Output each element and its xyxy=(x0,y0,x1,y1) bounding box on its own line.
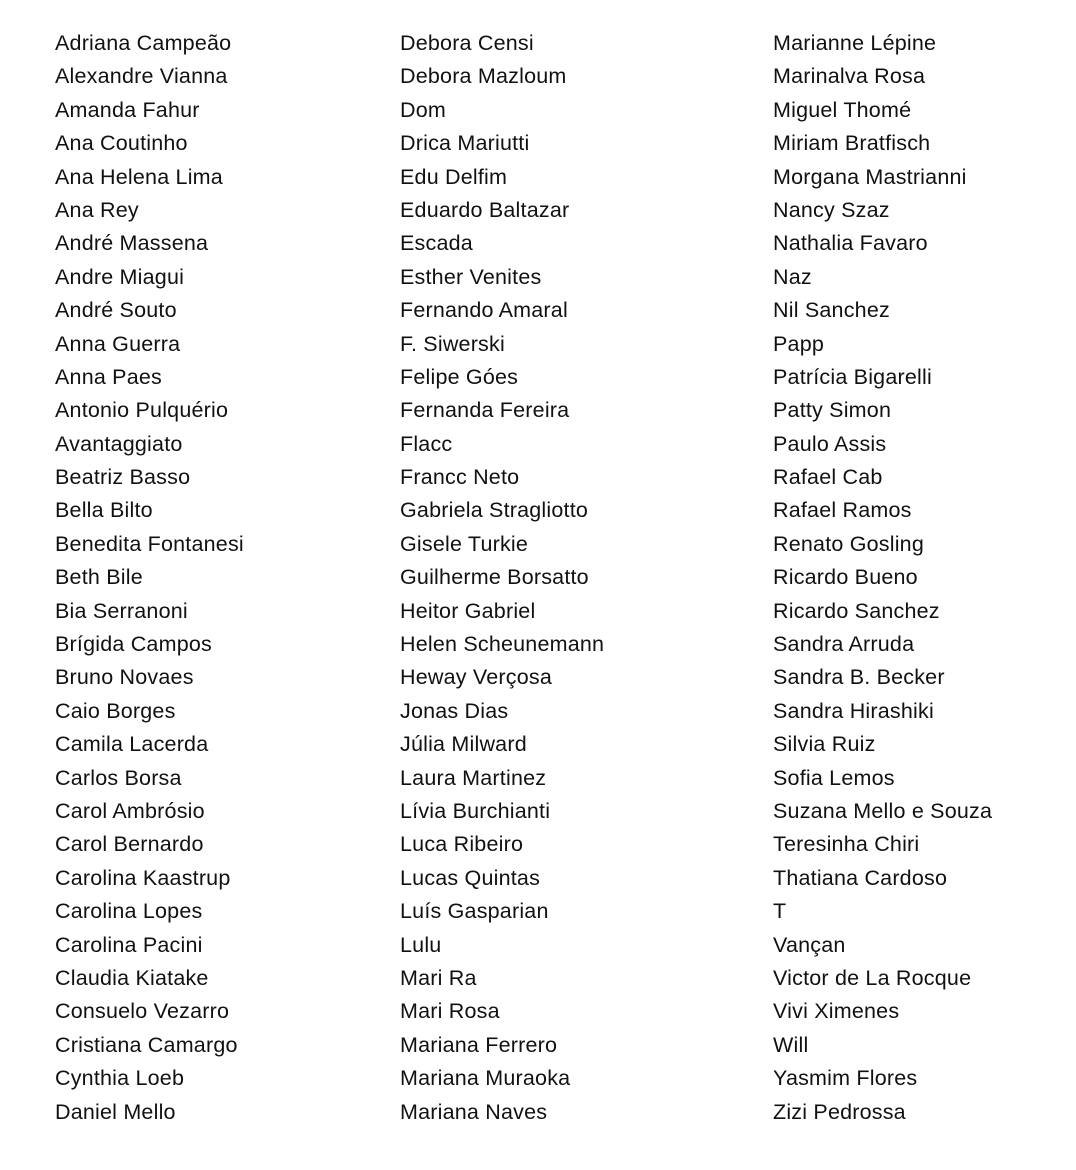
list-item: Caio Borges xyxy=(55,698,176,723)
list-item: Eduardo Baltazar xyxy=(400,197,570,222)
list-item: Carlos Borsa xyxy=(55,765,182,790)
list-item: Daniel Mello xyxy=(55,1099,176,1124)
list-item: Felipe Góes xyxy=(400,364,519,389)
list-item: Debora Censi xyxy=(400,31,534,55)
list-item: Silvia Ruiz xyxy=(773,732,876,757)
list-item: Anna Paes xyxy=(55,364,162,389)
list-item: Carol Bernardo xyxy=(55,832,204,857)
list-item: Antonio Pulquério xyxy=(55,398,229,423)
list-item: André Massena xyxy=(55,231,209,256)
list-item: Patty Simon xyxy=(773,398,892,423)
list-item: Guilherme Borsatto xyxy=(400,565,589,590)
list-item: Morgana Mastrianni xyxy=(773,164,967,189)
list-item: Ana Helena Lima xyxy=(55,164,223,189)
list-item: Bruno Novaes xyxy=(55,665,194,690)
list-item: Yasmim Flores xyxy=(773,1066,918,1091)
list-item: Francc Neto xyxy=(400,465,520,490)
list-item: Vançan xyxy=(773,932,846,957)
list-item: Lucas Quintas xyxy=(400,865,541,890)
name-column-1 xyxy=(55,27,385,1129)
list-item: Laura Martinez xyxy=(400,765,547,790)
list-item: Paulo Assis xyxy=(773,431,887,456)
name-column-2 xyxy=(400,27,760,1129)
list-item: Alexandre Vianna xyxy=(55,64,228,89)
list-item: Camila Lacerda xyxy=(55,732,209,757)
list-item: Brígida Campos xyxy=(55,632,212,657)
list-item: Sandra Arruda xyxy=(773,632,915,657)
list-item: Mariana Naves xyxy=(400,1099,548,1124)
list-item: Beth Bile xyxy=(55,565,143,590)
list-item: Edu Delfim xyxy=(400,164,508,189)
name-list xyxy=(0,27,1076,1147)
list-item: Rafael Ramos xyxy=(773,498,912,523)
list-item: Rafael Cab xyxy=(773,465,883,490)
list-item: Nil Sanchez xyxy=(773,298,890,323)
list-item: Victor de La Rocque xyxy=(773,965,972,990)
list-item: Debora Mazloum xyxy=(400,64,567,89)
list-item: Carolina Lopes xyxy=(55,899,203,924)
name-column-3 xyxy=(773,27,1073,1129)
list-item: Esther Venites xyxy=(400,264,542,289)
list-item: Teresinha Chiri xyxy=(773,832,920,857)
list-item: Anna Guerra xyxy=(55,331,181,356)
list-item: Escada xyxy=(400,231,473,256)
list-item: Beatriz Basso xyxy=(55,465,191,490)
list-item: Mari Rosa xyxy=(400,999,500,1024)
list-item: Drica Mariutti xyxy=(400,131,530,156)
list-item: Luca Ribeiro xyxy=(400,832,524,857)
list-item: Lívia Burchianti xyxy=(400,798,551,823)
list-item: T xyxy=(773,899,787,924)
list-item: Sofia Lemos xyxy=(773,765,895,790)
list-item: F. Siwerski xyxy=(400,331,505,356)
list-item: Heitor Gabriel xyxy=(400,598,536,623)
list-item: Suzana Mello e Souza xyxy=(773,798,993,823)
list-item: Marinalva Rosa xyxy=(773,64,926,89)
list-item: Adriana Campeão xyxy=(55,31,232,55)
list-item: Carolina Pacini xyxy=(55,932,203,957)
list-item: Jonas Dias xyxy=(400,698,509,723)
list-item: Júlia Milward xyxy=(400,732,527,757)
list-item: Will xyxy=(773,1032,809,1057)
list-item: Avantaggiato xyxy=(55,431,183,456)
list-item: Mariana Ferrero xyxy=(400,1032,558,1057)
list-item: Renato Gosling xyxy=(773,531,925,556)
list-item: Ricardo Bueno xyxy=(773,565,918,590)
list-item: Nathalia Favaro xyxy=(773,231,928,256)
list-item: Miguel Thomé xyxy=(773,97,912,122)
list-item: Fernanda Fereira xyxy=(400,398,570,423)
list-item: Marianne Lépine xyxy=(773,31,937,55)
list-item: Mari Ra xyxy=(400,965,477,990)
list-item: Ricardo Sanchez xyxy=(773,598,940,623)
list-item: Naz xyxy=(773,264,812,289)
list-item: Zizi Pedrossa xyxy=(773,1099,906,1124)
list-item: Bella Bilto xyxy=(55,498,153,523)
list-item: Cristiana Camargo xyxy=(55,1032,238,1057)
list-item: Flacc xyxy=(400,431,453,456)
list-item: André Souto xyxy=(55,298,177,323)
list-item: Thatiana Cardoso xyxy=(773,865,948,890)
list-item: Gabriela Stragliotto xyxy=(400,498,589,523)
list-item: Andre Miagui xyxy=(55,264,185,289)
list-item: Sandra B. Becker xyxy=(773,665,945,690)
list-item: Miriam Bratfisch xyxy=(773,131,931,156)
list-item: Gisele Turkie xyxy=(400,531,529,556)
list-item: Cynthia Loeb xyxy=(55,1066,185,1091)
list-item: Consuelo Vezarro xyxy=(55,999,230,1024)
list-item: Mariana Muraoka xyxy=(400,1066,571,1091)
list-item: Vivi Ximenes xyxy=(773,999,900,1024)
list-item: Carol Ambrósio xyxy=(55,798,205,823)
list-item: Sandra Hirashiki xyxy=(773,698,934,723)
list-item: Carolina Kaastrup xyxy=(55,865,231,890)
list-item: Bia Serranoni xyxy=(55,598,188,623)
list-item: Papp xyxy=(773,331,825,356)
list-item: Fernando Amaral xyxy=(400,298,568,323)
list-item: Nancy Szaz xyxy=(773,197,890,222)
list-item: Heway Verçosa xyxy=(400,665,552,690)
list-item: Dom xyxy=(400,97,446,122)
list-item: Benedita Fontanesi xyxy=(55,531,244,556)
list-item: Patrícia Bigarelli xyxy=(773,364,932,389)
list-item: Claudia Kiatake xyxy=(55,965,209,990)
list-item: Lulu xyxy=(400,932,442,957)
list-item: Luís Gasparian xyxy=(400,899,549,924)
list-item: Ana Coutinho xyxy=(55,131,188,156)
list-item: Helen Scheunemann xyxy=(400,632,605,657)
list-item: Amanda Fahur xyxy=(55,97,200,122)
list-item: Ana Rey xyxy=(55,197,139,222)
